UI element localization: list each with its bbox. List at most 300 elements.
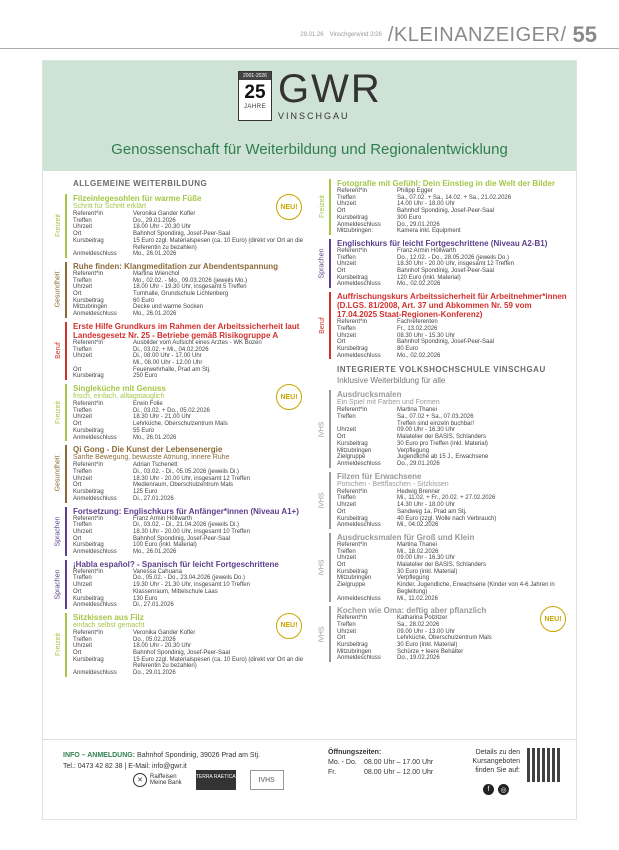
detail-key: Treffen xyxy=(337,254,356,261)
detail-row xyxy=(337,642,570,649)
detail-row xyxy=(73,496,306,503)
detail-row xyxy=(73,542,306,549)
new-badge: NEU! xyxy=(276,384,302,410)
qr-code-icon[interactable] xyxy=(527,748,561,782)
detail-key: Kursbeitrag xyxy=(337,274,368,281)
detail-key: Anmeldeschluss xyxy=(73,311,117,318)
category-label: Freizeit xyxy=(54,214,62,238)
category-tab xyxy=(51,507,67,556)
detail-value: Lehrküche, Oberschulzentrum Mals xyxy=(133,421,228,428)
detail-row xyxy=(337,555,570,562)
raiffeisen-logo xyxy=(133,773,182,787)
footer-info xyxy=(63,750,260,772)
detail-value: Katharina Polzitzer xyxy=(397,615,448,622)
detail-key: Anmeldeschluss xyxy=(337,595,381,602)
detail-row xyxy=(337,461,570,468)
detail-key: Treffen xyxy=(337,548,356,555)
detail-key: Ort xyxy=(73,535,82,542)
detail-key: Treffen xyxy=(337,194,356,201)
detail-row xyxy=(73,298,306,305)
detail-value: Di., 03.02. - Di., 05.05.2026 (jeweils Di.) xyxy=(133,468,240,475)
detail-row xyxy=(337,261,570,268)
detail-row xyxy=(337,542,570,549)
detail-value: 18.30 Uhr - 20.00 Uhr, insgesamt 10 Treffen xyxy=(133,528,250,535)
detail-key: Treffen xyxy=(73,346,92,353)
detail-value: Di., 03.02. - Di., 21.04.2026 (jeweils Di.) xyxy=(133,522,240,529)
category-tab xyxy=(51,613,67,677)
hours-days-1: Mo. - Do. xyxy=(328,759,357,766)
detail-value: 09.00 Uhr - 13.00 Uhr xyxy=(397,628,456,635)
detail-value: Feuerwehrhalle, Prad am Stj. xyxy=(133,366,211,373)
detail-value: 18.00 Uhr - 19.30 Uhr, insgesamt 5 Treffen xyxy=(133,284,247,291)
detail-key: Anmeldeschluss xyxy=(73,670,117,677)
detail-row xyxy=(73,353,306,360)
detail-row xyxy=(73,251,306,258)
course-title: Singleküche mit Genuss xyxy=(73,384,166,394)
ivhs-logo: IVHS xyxy=(250,770,284,790)
detail-key: Uhrzeit xyxy=(337,201,357,208)
detail-row xyxy=(337,414,570,421)
course-block xyxy=(315,239,570,288)
facebook-icon[interactable]: f xyxy=(483,784,494,795)
detail-row xyxy=(73,401,306,408)
category-tab xyxy=(51,560,67,609)
course-title: ¡Habla español? - Spanisch für leicht Fortgeschrittene xyxy=(73,559,279,569)
course-title: Sitzkissen aus Filz xyxy=(73,612,144,622)
detail-value: Mo., 26.01.2026 xyxy=(133,549,177,556)
left-heading: ALLGEMEINE WEITERBILDUNG xyxy=(73,179,208,188)
terra-raetica-logo: TERRA RAETICA xyxy=(196,770,236,790)
detail-value: Mi., 08.00 Uhr - 12.00 Uhr xyxy=(133,359,203,366)
detail-key: Referent*in xyxy=(337,541,368,548)
detail-row xyxy=(337,516,570,523)
category-tab xyxy=(315,239,331,288)
detail-row xyxy=(73,650,306,657)
section-title: /KLEINANZEIGER/ xyxy=(387,23,567,46)
detail-value: Kamera inkl. Equipment xyxy=(397,228,461,235)
detail-key: Mitzubringen: xyxy=(337,228,374,235)
detail-value: Sa., 28.02.2026 xyxy=(397,621,440,628)
detail-value: Mi., 18.02.2026 xyxy=(397,548,439,555)
detail-row xyxy=(337,502,570,509)
detail-value: Di., 27.01.2026 xyxy=(133,602,174,609)
address: Bahnhof Spondinig, 39026 Prad am Stj. xyxy=(137,752,261,759)
detail-value: Do., 29.01.2026 xyxy=(397,460,440,467)
org-title: Genossenschaft für Weiterbildung und Regionalentwicklung xyxy=(111,141,508,158)
detail-key xyxy=(337,421,397,428)
years-range: 2001-2026 xyxy=(239,72,271,80)
detail-row xyxy=(73,476,306,483)
contact-line[interactable]: Tel.: 0473 42 82 38 | E-Mail: info@gwr.it xyxy=(63,763,187,770)
detail-value: 15 Euro zzgl. Materialspesen (ca. 10 Euro) (direkt vor Ort an die Referentin zu bezahlen) xyxy=(133,656,304,670)
detail-key: Mitzubringen xyxy=(337,447,372,454)
course-title: Filzen für Erwachsene xyxy=(337,471,422,481)
detail-row xyxy=(73,630,306,637)
detail-row xyxy=(337,421,570,428)
detail-row xyxy=(337,509,570,516)
detail-row xyxy=(73,278,306,285)
category-label: Sprachen xyxy=(54,569,62,600)
detail-row xyxy=(337,222,570,229)
detail-row xyxy=(73,522,306,529)
detail-key: Anmeldeschluss xyxy=(337,352,381,359)
course-title: Ausdrucksmalen xyxy=(337,390,402,400)
detail-key: Uhrzeit xyxy=(337,332,357,339)
course-title: Fotografie mit Gefühl: Dein Einstieg in die Welt der Bilder xyxy=(337,179,556,188)
detail-row xyxy=(337,629,570,636)
detail-key: Anmeldeschluss xyxy=(337,460,381,467)
detail-row xyxy=(73,414,306,421)
course-title: Ruhe finden: Klangmeditation zur Abendentspannung xyxy=(73,261,279,271)
course-block xyxy=(315,472,570,529)
detail-key: Ort xyxy=(73,291,82,298)
detail-row xyxy=(337,407,570,414)
detail-key: Referent*in xyxy=(73,462,104,469)
detail-value: Verpflegung xyxy=(397,575,430,582)
category-tab xyxy=(315,472,331,529)
detail-row xyxy=(73,657,306,670)
detail-row xyxy=(73,428,306,435)
detail-key: Anmeldeschluss xyxy=(337,281,381,288)
detail-key: Uhrzeit xyxy=(337,555,357,562)
detail-value: Bahnhof Spondinig, Josef-Peer-Saal xyxy=(397,339,495,346)
years-number: 25 xyxy=(244,82,266,103)
partner-logos xyxy=(133,770,284,790)
detail-value: Franz Armin Höllwarth xyxy=(133,515,193,522)
category-tab xyxy=(315,292,331,359)
detail-key: Kursbeitrag xyxy=(73,489,104,496)
detail-row xyxy=(337,562,570,569)
ivhs-subheading: Inklusive Weiterbildung für alle xyxy=(337,376,446,386)
detail-row xyxy=(337,215,570,222)
detail-row xyxy=(73,536,306,543)
instagram-icon[interactable]: ◎ xyxy=(498,784,509,795)
category-label: Gesundheit xyxy=(54,271,62,308)
detail-row xyxy=(73,529,306,536)
detail-key: Anmeldeschluss xyxy=(73,495,117,502)
detail-key: Treffen xyxy=(73,575,92,582)
detail-row xyxy=(337,275,570,282)
detail-key: Kursbeitrag xyxy=(337,515,368,522)
detail-row xyxy=(337,635,570,642)
course-subtitle: Schritt für Schritt erklärt xyxy=(73,203,147,210)
course-block xyxy=(51,445,306,502)
detail-key: Uhrzeit xyxy=(73,414,93,421)
detail-row xyxy=(73,421,306,428)
detail-key: Treffen xyxy=(73,522,92,529)
detail-key: Anmeldeschluss xyxy=(73,434,117,441)
detail-key: Anmeldeschluss xyxy=(337,522,381,529)
course-block xyxy=(51,262,306,318)
course-subtitle: Sanfte Bewegung, bewusste Atmung, innere Ruhe xyxy=(73,454,230,462)
detail-value: Klassenraum, Mittelschule Laas xyxy=(133,588,218,595)
hours-label: Öffnungszeiten: xyxy=(328,749,382,756)
detail-key: Anmeldeschluss xyxy=(73,251,117,258)
detail-row xyxy=(337,255,570,262)
course-title: Ausdrucksmalen für Groß und Klein xyxy=(337,532,475,542)
detail-value: Decke und warme Socken xyxy=(133,304,204,311)
category-label: Beruf xyxy=(318,317,326,335)
detail-value: Do., 29.01.2026 xyxy=(397,221,440,228)
detail-value: Mi., 11.02. + Fr., 20.02. + 27.02.2026 xyxy=(397,495,496,502)
detail-row xyxy=(73,670,306,677)
detail-row xyxy=(337,448,570,455)
detail-row xyxy=(73,218,306,225)
detail-row xyxy=(73,549,306,556)
detail-value: 120 Euro (inkl. Material) xyxy=(397,274,461,281)
detail-row xyxy=(337,319,570,326)
detail-row xyxy=(73,271,306,278)
detail-key: Referent*in xyxy=(337,615,368,622)
detail-key: Kursbeitrag xyxy=(73,373,104,380)
detail-key: Kursbeitrag xyxy=(73,427,104,434)
detail-key: Anmeldeschluss xyxy=(337,655,381,662)
detail-row xyxy=(73,408,306,415)
detail-value: Mo., 02.02. - Mo., 09.03.2026 (jeweils Mo.) xyxy=(133,277,248,284)
detail-value: Lehrküche, Oberschulzentrum Mals xyxy=(397,635,492,642)
detail-key: Mitzubringen xyxy=(73,304,108,311)
detail-row xyxy=(73,482,306,489)
header-rule xyxy=(0,48,619,49)
detail-value: 19.30 Uhr - 21.30 Uhr, insgesamt 10 Treffen xyxy=(133,582,250,589)
detail-key: Uhrzeit xyxy=(337,628,357,635)
detail-row xyxy=(73,435,306,442)
detail-value: 300 Euro xyxy=(397,214,422,221)
page-number: 55 xyxy=(572,22,597,47)
course-subtitle: Ein Spiel mit Farben und Formen xyxy=(337,399,440,407)
course-subtitle: einfach selbst gemacht xyxy=(73,621,145,629)
gwr-logo xyxy=(238,67,382,121)
detail-key: Ort xyxy=(337,635,346,642)
course-block xyxy=(51,194,306,258)
detail-row xyxy=(73,516,306,523)
detail-value: Bahnhof Spondinig, Josef-Peer-Saal xyxy=(133,650,231,657)
info-label: INFO – ANMELDUNG: xyxy=(63,752,136,759)
detail-value: Franz Armin Höllwarth xyxy=(397,247,457,254)
detail-value: Verpflegung xyxy=(397,447,430,454)
category-tab xyxy=(51,445,67,502)
category-tab xyxy=(51,194,67,258)
detail-key: Kursbeitrag xyxy=(337,642,368,649)
detail-value: Do., 29.01.2026 xyxy=(133,217,176,224)
category-tab xyxy=(315,179,331,235)
detail-key: Treffen xyxy=(73,217,92,224)
detail-key: Ort xyxy=(337,434,346,441)
detail-value: Veronika Gander Kofler xyxy=(133,629,196,636)
detail-row xyxy=(73,373,306,380)
detail-value: 18.00 Uhr - 20.30 Uhr xyxy=(133,643,192,650)
detail-key: Kursbeitrag xyxy=(73,595,104,602)
detail-value: Medienraum, Oberschulzentrum Mals xyxy=(133,482,234,489)
detail-key: Ort xyxy=(73,366,82,373)
anniversary-badge xyxy=(238,71,272,121)
course-block xyxy=(315,292,570,359)
detail-value: 18.30 Uhr - 20.00 Uhr, insgesamt 12 Treffen xyxy=(397,261,514,268)
detail-value: Mo., 26.01.2026 xyxy=(133,434,177,441)
logo-name: GWR xyxy=(278,67,382,111)
detail-value: Bahnhof Spondinig, Josef-Peer-Saal xyxy=(397,208,495,215)
category-tab xyxy=(315,533,331,602)
detail-value: Ausbilder vom Aufsicht eines Arztes - WK Bozen xyxy=(133,339,262,346)
detail-row xyxy=(73,304,306,311)
detail-row xyxy=(337,353,570,360)
detail-key: Ort xyxy=(73,231,82,238)
detail-row xyxy=(337,655,570,662)
detail-value: Mo., 02.02.2026 xyxy=(397,352,441,359)
detail-key: Referent*in xyxy=(337,247,368,254)
detail-row xyxy=(337,188,570,195)
social-links xyxy=(483,784,509,795)
details-note: Details zu den Kursangeboten finden Sie auf: xyxy=(472,749,520,774)
opening-hours xyxy=(328,748,433,778)
detail-key: Anmeldeschluss xyxy=(73,549,117,556)
detail-key: Referent*in xyxy=(73,270,104,277)
course-block xyxy=(315,606,570,662)
detail-key: Ort xyxy=(337,508,346,515)
detail-key: Ort xyxy=(337,339,346,346)
detail-value: 100 Euro (inkl. Material) xyxy=(133,542,197,549)
detail-value: Vanessa Cahuana xyxy=(133,568,182,575)
detail-row xyxy=(337,582,570,595)
detail-value: Mi., 11.02.2026 xyxy=(397,595,438,602)
detail-key: Anmeldeschluss xyxy=(337,221,381,228)
detail-key: Treffen xyxy=(73,407,92,414)
course-title: Erste Hilfe Grundkurs im Rahmen der Arbeitssicherheit laut Landesgesetz Nr. 25 - Betriebe gemäß Risikogruppe A xyxy=(73,321,300,340)
detail-row xyxy=(337,208,570,215)
detail-row xyxy=(337,649,570,656)
course-block xyxy=(51,613,306,677)
detail-value: 30 Euro (inkl. Material) xyxy=(397,642,458,649)
category-label: Beruf xyxy=(54,342,62,360)
detail-value: Kinder, Jugendliche, Erwachsene (Kinder von 4-6 Jahren in Begleitung) xyxy=(397,582,555,595)
detail-key: Ort xyxy=(73,421,82,428)
course-subtitle: Potschen - Bettflaschen - Sitzkissen xyxy=(337,480,449,488)
detail-row xyxy=(73,637,306,644)
new-badge: NEU! xyxy=(276,613,302,639)
detail-row xyxy=(73,575,306,582)
raif-sub: Meine Bank xyxy=(150,780,182,786)
category-tab xyxy=(315,606,331,662)
detail-row xyxy=(73,602,306,609)
hours-time-2: 08.00 Uhr – 12.00 Uhr xyxy=(364,769,434,776)
ad-card xyxy=(42,60,577,820)
detail-key: Referent*in xyxy=(73,515,104,522)
detail-value: 09.00 Uhr - 16.30 Uhr xyxy=(397,427,456,434)
category-label: Gesundheit xyxy=(54,455,62,492)
logo-band xyxy=(43,61,576,171)
course-block xyxy=(51,322,306,380)
detail-value: Do., 29.01.2026 xyxy=(133,670,176,677)
detail-value: 40 Euro (zzgl. Wolle nach Verbrauch) xyxy=(397,515,497,522)
detail-key: Ort xyxy=(337,562,346,569)
course-title: Kochen wie Oma: deftig aber pflanzlich xyxy=(337,606,487,616)
detail-row xyxy=(73,231,306,238)
detail-value: Sa., 07.02 + Sa., 07.03.2026 xyxy=(397,414,474,421)
category-label: iVHS xyxy=(318,421,326,437)
detail-row xyxy=(337,522,570,529)
new-badge: NEU! xyxy=(276,194,302,220)
course-title: Qi Gong - Die Kunst der Lebensenergie xyxy=(73,445,223,455)
detail-key: Treffen xyxy=(73,636,92,643)
detail-key: Ort xyxy=(337,268,346,275)
detail-row xyxy=(73,284,306,291)
detail-value: 18.30 Uhr - 21.00 Uhr xyxy=(133,414,192,421)
detail-value: 125 Euro xyxy=(133,489,158,496)
detail-value: 130 Euro xyxy=(133,595,158,602)
detail-key: Kursbeitrag xyxy=(337,345,368,352)
detail-row xyxy=(337,248,570,255)
category-tab xyxy=(51,384,67,441)
detail-row xyxy=(73,489,306,496)
detail-value: Do., 19.02.2026 xyxy=(397,655,440,662)
course-block xyxy=(51,560,306,609)
detail-value: 55 Euro xyxy=(133,427,155,434)
course-title: Filzeinlegesohlen für warme Füße xyxy=(73,194,202,203)
detail-row xyxy=(337,195,570,202)
detail-row xyxy=(73,360,306,367)
detail-key: Referent*in xyxy=(73,629,104,636)
detail-row xyxy=(337,339,570,346)
detail-value: Fr., 13.02.2026 xyxy=(397,325,438,332)
detail-key: Uhrzeit xyxy=(73,528,93,535)
detail-row xyxy=(337,346,570,353)
detail-row xyxy=(73,596,306,603)
detail-key: Kursbeitrag xyxy=(337,568,368,575)
category-label: iVHS xyxy=(318,492,326,509)
detail-key: Uhrzeit xyxy=(337,261,357,268)
detail-value: Philipp Egger xyxy=(397,188,433,194)
detail-key: Referent*in xyxy=(337,488,368,495)
detail-key: Anmeldeschluss xyxy=(73,602,117,609)
detail-value: Turnhalle, Grundschule Lichtenberg xyxy=(133,291,229,298)
detail-row xyxy=(73,347,306,354)
detail-key: Referent*in xyxy=(73,339,104,346)
course-subtitle: frisch, einfach, alltagstauglich xyxy=(73,393,165,401)
detail-row xyxy=(73,469,306,476)
detail-row xyxy=(337,333,570,340)
detail-key: Uhrzeit xyxy=(73,582,93,589)
years-label: JAHRE xyxy=(243,104,267,110)
detail-key: Kursbeitrag xyxy=(73,542,104,549)
detail-value: 80 Euro xyxy=(397,345,419,352)
detail-value: Martina Wienchol xyxy=(133,270,180,277)
detail-key: Ort xyxy=(337,208,346,215)
detail-key: Uhrzeit xyxy=(337,502,357,509)
detail-value: Treffen sind einzeln buchbar! xyxy=(397,420,475,427)
category-label: Freizeit xyxy=(54,401,62,425)
detail-key: Kursbeitrag xyxy=(73,237,104,244)
category-label: Freizeit xyxy=(54,633,62,657)
new-badge: NEU! xyxy=(540,606,566,632)
detail-value: Di., 03.02. + Mi., 04.02.2026 xyxy=(133,346,209,353)
issue-date: 29.01.26 xyxy=(300,32,324,38)
detail-key: Referent*in xyxy=(337,407,368,414)
detail-row xyxy=(337,228,570,235)
detail-key: Kursbeitrag xyxy=(73,656,104,663)
detail-row xyxy=(73,643,306,650)
detail-row xyxy=(337,615,570,622)
detail-key: Kursbeitrag xyxy=(337,214,368,221)
detail-value: Mo., 26.01.2026 xyxy=(133,311,177,318)
detail-row xyxy=(337,268,570,275)
detail-row xyxy=(73,340,306,347)
page-header xyxy=(300,22,597,48)
course-block xyxy=(315,179,570,235)
detail-key: Treffen xyxy=(73,277,92,284)
detail-key: Treffen xyxy=(337,495,356,502)
detail-row xyxy=(337,201,570,208)
raiffeisen-icon: ✕ xyxy=(133,773,147,787)
